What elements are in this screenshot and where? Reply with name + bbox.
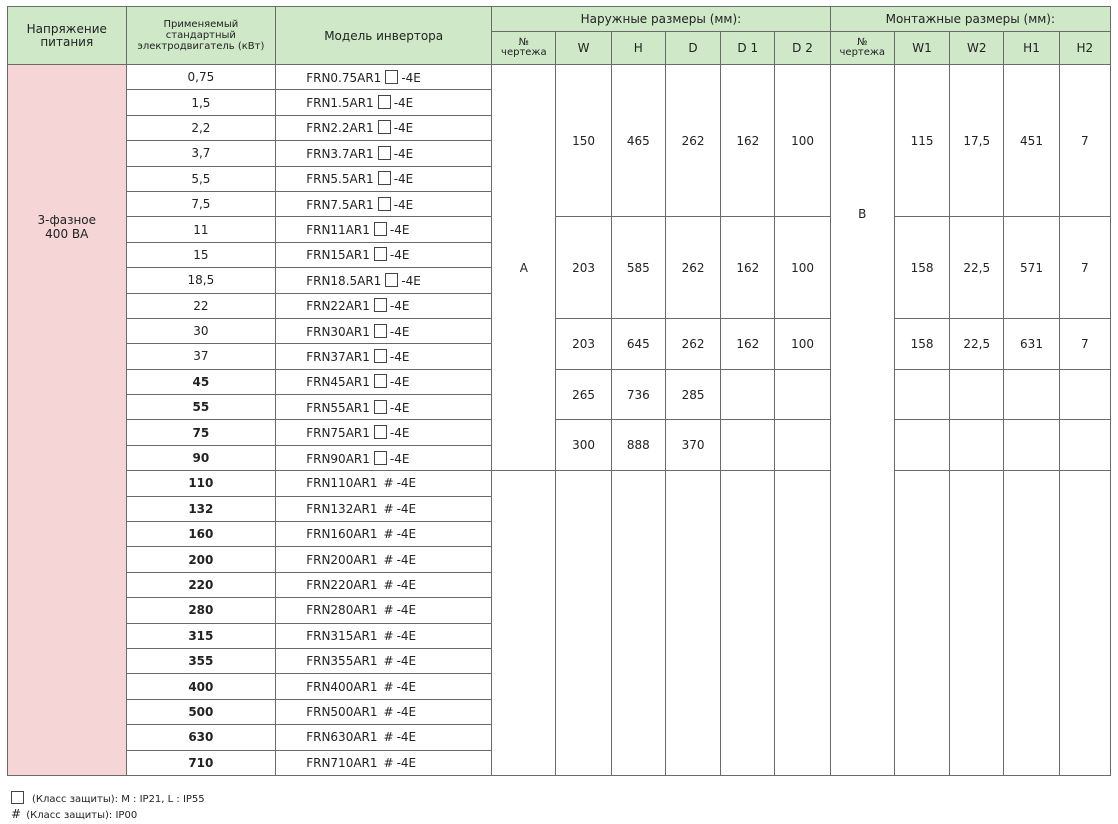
- dim-d2: 100: [775, 318, 830, 369]
- model-suffix: -4E: [396, 704, 417, 719]
- model-code: FRN2.2AR1: [306, 121, 374, 136]
- dim-h2: [1059, 369, 1110, 420]
- model-code: FRN37AR1: [306, 349, 370, 364]
- enclosure-class-hash: #: [383, 654, 394, 669]
- model-code: FRN75AR1: [306, 426, 370, 441]
- inverter-model-cell: [276, 369, 492, 394]
- motor-power-cell: 30: [126, 318, 276, 343]
- drawing-no-mounting: B: [830, 65, 894, 776]
- motor-power-cell: 110: [126, 471, 276, 496]
- inverter-model-cell: [276, 90, 492, 115]
- enclosure-class-hash: #: [383, 552, 394, 567]
- model-code: FRN110AR1: [306, 476, 378, 491]
- model-suffix: -4E: [393, 197, 414, 212]
- dim-h: 645: [611, 318, 665, 369]
- table-row: [8, 65, 1111, 90]
- model-code: FRN630AR1: [306, 730, 378, 745]
- enclosure-class-box-icon: [374, 400, 387, 414]
- model-suffix: -4E: [396, 552, 417, 567]
- model-suffix: -4E: [401, 70, 421, 85]
- motor-power-cell: 132: [126, 496, 276, 521]
- motor-power-cell: 22: [126, 293, 276, 318]
- dim-d1: [721, 369, 775, 420]
- table-row: [8, 420, 1111, 445]
- motor-power-cell: 280: [126, 598, 276, 623]
- header-D1: D 1: [721, 32, 775, 65]
- model-suffix: -4E: [389, 349, 410, 364]
- model-code: FRN18.5AR1: [306, 273, 382, 288]
- motor-power-cell: 2,2: [126, 115, 276, 140]
- empty-box-icon: [11, 791, 24, 804]
- model-suffix: -4E: [389, 248, 410, 263]
- motor-power-cell: 1,5: [126, 90, 276, 115]
- header-H2: H2: [1059, 32, 1110, 65]
- dim-d: 370: [665, 420, 720, 471]
- model-code: FRN160AR1: [306, 527, 378, 542]
- inverter-model-cell: [276, 648, 492, 673]
- enclosure-class-box-icon: [374, 298, 387, 312]
- dim-w2: [950, 369, 1004, 420]
- inverter-model-cell: [276, 496, 492, 521]
- motor-power-cell: 7,5: [126, 191, 276, 216]
- inverter-model-cell: [276, 65, 492, 90]
- enclosure-class-box-icon: [378, 146, 391, 160]
- header-voltage: Напряжение питания: [8, 7, 127, 65]
- model-code: FRN500AR1: [306, 704, 378, 719]
- dim-w: 300: [556, 420, 611, 471]
- model-suffix: -4E: [396, 654, 417, 669]
- enclosure-class-hash: #: [383, 578, 394, 592]
- dim-h1: [1004, 471, 1059, 776]
- model-code: FRN11AR1: [306, 223, 370, 238]
- table-body: [8, 65, 1111, 776]
- model-suffix: -4E: [396, 755, 417, 770]
- inverter-model-cell: [276, 217, 492, 242]
- dim-h1: 631: [1004, 318, 1059, 369]
- model-code: FRN400AR1: [306, 679, 378, 694]
- model-code: FRN5.5AR1: [306, 172, 374, 187]
- header-W1: W1: [894, 32, 949, 65]
- inverter-model-cell: [276, 242, 492, 267]
- table-row: [8, 471, 1111, 496]
- drawing-no-external-empty: [492, 471, 556, 776]
- header-mounting-dimensions: Монтажные размеры (мм):: [830, 7, 1110, 32]
- dim-w1: [894, 369, 949, 420]
- inverter-model-cell: [276, 293, 492, 318]
- model-suffix: -4E: [396, 628, 417, 643]
- model-code: FRN280AR1: [306, 603, 378, 618]
- model-suffix: -4E: [389, 400, 410, 415]
- dim-w: 265: [556, 369, 611, 420]
- model-code: FRN315AR1: [306, 628, 378, 643]
- dim-w: 203: [556, 318, 611, 369]
- dim-d1: [721, 420, 775, 471]
- dim-w2: 22,5: [950, 318, 1004, 369]
- header-drawing-no-external: № чертежа: [492, 32, 556, 65]
- inverter-model-cell: [276, 699, 492, 724]
- model-code: FRN15AR1: [306, 248, 370, 263]
- model-suffix: -4E: [393, 121, 414, 136]
- model-code: FRN55AR1: [306, 400, 370, 415]
- motor-power-cell: 15: [126, 242, 276, 267]
- inverter-model-cell: [276, 598, 492, 623]
- footnotes: [11, 791, 205, 823]
- enclosure-class-hash: #: [383, 730, 394, 745]
- dim-w1: [894, 420, 949, 471]
- inverter-model-cell: [276, 420, 492, 445]
- motor-power-cell: 37: [126, 344, 276, 369]
- model-suffix: -4E: [389, 426, 410, 441]
- enclosure-class-box-icon: [385, 273, 398, 287]
- inverter-model-cell: [276, 318, 492, 343]
- inverter-model-cell: [276, 115, 492, 140]
- dim-d: 262: [665, 65, 720, 217]
- dimensions-table: [7, 6, 1111, 776]
- model-suffix: -4E: [389, 299, 410, 314]
- dim-h1: 571: [1004, 217, 1059, 319]
- model-suffix: -4E: [396, 603, 417, 618]
- inverter-model-cell: [276, 623, 492, 648]
- model-suffix: -4E: [393, 146, 414, 161]
- enclosure-class-box-icon: [378, 95, 391, 109]
- dim-d1: 162: [721, 65, 775, 217]
- dim-h1: 451: [1004, 65, 1059, 217]
- inverter-model-cell: [276, 471, 492, 496]
- motor-power-cell: 355: [126, 648, 276, 673]
- enclosure-class-box-icon: [374, 349, 387, 363]
- enclosure-class-box-icon: [374, 451, 387, 465]
- model-suffix: -4E: [396, 730, 417, 745]
- enclosure-class-box-icon: [374, 222, 387, 236]
- dim-d2: [775, 420, 830, 471]
- dim-d: 262: [665, 318, 720, 369]
- enclosure-class-hash: #: [383, 704, 394, 719]
- header-H: H: [611, 32, 665, 65]
- motor-power-cell: 200: [126, 547, 276, 572]
- model-code: FRN1.5AR1: [306, 96, 374, 111]
- motor-power-cell: 18,5: [126, 268, 276, 293]
- dim-h2: 7: [1059, 217, 1110, 319]
- motor-power-cell: 75: [126, 420, 276, 445]
- dim-h: 736: [611, 369, 665, 420]
- motor-power-cell: 0,75: [126, 65, 276, 90]
- motor-power-cell: 160: [126, 522, 276, 547]
- enclosure-class-box-icon: [374, 374, 387, 388]
- inverter-model-cell: [276, 572, 492, 597]
- inverter-model-cell: [276, 141, 492, 166]
- inverter-model-cell: [276, 445, 492, 470]
- table-row: [8, 369, 1111, 394]
- enclosure-class-hash: #: [383, 603, 394, 618]
- model-code: FRN355AR1: [306, 654, 378, 669]
- model-suffix: -4E: [396, 476, 417, 491]
- header-inverter-model: Модель инвертора: [276, 7, 492, 65]
- motor-power-cell: 400: [126, 674, 276, 699]
- model-code: FRN30AR1: [306, 324, 370, 339]
- dim-d2: 100: [775, 217, 830, 319]
- enclosure-class-hash: #: [383, 527, 394, 542]
- enclosure-class-box-icon: [378, 171, 391, 185]
- model-suffix: -4E: [389, 223, 410, 238]
- dim-h2: 7: [1059, 318, 1110, 369]
- dim-w: 150: [556, 65, 611, 217]
- table-row: [8, 217, 1111, 242]
- model-code: FRN200AR1: [306, 552, 378, 567]
- dim-w: [556, 471, 611, 776]
- dim-h1: [1004, 420, 1059, 471]
- header-D2: D 2: [775, 32, 830, 65]
- model-suffix: -4E: [396, 679, 417, 694]
- header-external-dimensions: Наружные размеры (мм):: [492, 7, 830, 32]
- inverter-model-cell: [276, 166, 492, 191]
- inverter-model-cell: [276, 750, 492, 775]
- dim-w2: [950, 420, 1004, 471]
- model-suffix: -4E: [389, 324, 410, 339]
- model-suffix: -4E: [396, 578, 417, 592]
- motor-power-cell: 5,5: [126, 166, 276, 191]
- enclosure-class-box-icon: [378, 120, 391, 134]
- enclosure-class-box-icon: [385, 70, 398, 84]
- table-row: [8, 318, 1111, 343]
- header-W: W: [556, 32, 611, 65]
- motor-power-cell: 90: [126, 445, 276, 470]
- dim-h: 888: [611, 420, 665, 471]
- model-code: FRN90AR1: [306, 451, 370, 466]
- enclosure-class-hash: #: [383, 628, 394, 643]
- header-H1: H1: [1004, 32, 1059, 65]
- motor-power-cell: 3,7: [126, 141, 276, 166]
- enclosure-class-hash: #: [383, 476, 394, 491]
- dim-w: 203: [556, 217, 611, 319]
- dim-d: 262: [665, 217, 720, 319]
- model-code: FRN45AR1: [306, 375, 370, 390]
- dim-w2: [950, 471, 1004, 776]
- motor-power-cell: 220: [126, 572, 276, 597]
- enclosure-class-hash: #: [383, 755, 394, 770]
- model-code: FRN220AR1: [306, 578, 378, 592]
- enclosure-class-box-icon: [374, 425, 387, 439]
- dim-d2: [775, 369, 830, 420]
- enclosure-class-box-icon: [378, 197, 391, 211]
- inverter-model-cell: [276, 191, 492, 216]
- inverter-model-cell: [276, 344, 492, 369]
- motor-power-cell: 315: [126, 623, 276, 648]
- motor-power-cell: 500: [126, 699, 276, 724]
- voltage-cell: [8, 65, 127, 776]
- inverter-model-cell: [276, 395, 492, 420]
- dim-h: [611, 471, 665, 776]
- inverter-model-cell: [276, 522, 492, 547]
- enclosure-class-hash: #: [383, 501, 394, 516]
- motor-power-cell: 45: [126, 369, 276, 394]
- dim-d1: 162: [721, 217, 775, 319]
- dim-h: 465: [611, 65, 665, 217]
- dim-h2: [1059, 471, 1110, 776]
- dim-h2: 7: [1059, 65, 1110, 217]
- dim-w2: 22,5: [950, 217, 1004, 319]
- header-W2: W2: [950, 32, 1004, 65]
- dim-d: [665, 471, 720, 776]
- dim-d: 285: [665, 369, 720, 420]
- model-suffix: -4E: [401, 273, 421, 288]
- dim-d1: [721, 471, 775, 776]
- voltage-line-2: 400 ВА: [45, 227, 89, 241]
- model-suffix: -4E: [396, 501, 417, 516]
- inverter-model-cell: [276, 674, 492, 699]
- footnote-box: (Класс защиты): M : IP21, L : IP55: [11, 791, 205, 807]
- model-suffix: -4E: [396, 527, 417, 542]
- header-motor-power: Применяемый стандартный электродвигатель (кВт): [126, 7, 276, 65]
- model-code: FRN7.5AR1: [306, 197, 374, 212]
- inverter-model-cell: [276, 725, 492, 750]
- dim-w1: 115: [894, 65, 949, 217]
- model-suffix: -4E: [389, 451, 410, 466]
- motor-power-cell: 11: [126, 217, 276, 242]
- model-code: FRN132AR1: [306, 501, 378, 516]
- footnote-hash: # (Класс защиты): IP00: [11, 807, 138, 821]
- model-code: FRN710AR1: [306, 755, 378, 770]
- dim-h2: [1059, 420, 1110, 471]
- motor-power-cell: 630: [126, 725, 276, 750]
- dim-w1: 158: [894, 217, 949, 319]
- enclosure-class-box-icon: [374, 324, 387, 338]
- enclosure-class-hash: #: [383, 679, 394, 694]
- motor-power-cell: 55: [126, 395, 276, 420]
- model-code: FRN0.75AR1: [306, 70, 382, 85]
- model-code: FRN3.7AR1: [306, 146, 374, 161]
- dim-w2: 17,5: [950, 65, 1004, 217]
- dim-w1: [894, 471, 949, 776]
- header-drawing-no-mounting: № чертежа: [830, 32, 894, 65]
- dim-w1: 158: [894, 318, 949, 369]
- dim-h: 585: [611, 217, 665, 319]
- inverter-model-cell: [276, 268, 492, 293]
- dim-d1: 162: [721, 318, 775, 369]
- dim-h1: [1004, 369, 1059, 420]
- header-D: D: [665, 32, 720, 65]
- enclosure-class-box-icon: [374, 247, 387, 261]
- model-suffix: -4E: [389, 375, 410, 390]
- dim-d2: 100: [775, 65, 830, 217]
- voltage-line-1: 3-фазное: [37, 213, 97, 227]
- drawing-no-external: A: [492, 65, 556, 471]
- model-suffix: -4E: [393, 172, 414, 187]
- model-suffix: -4E: [393, 96, 414, 111]
- inverter-model-cell: [276, 547, 492, 572]
- motor-power-cell: 710: [126, 750, 276, 775]
- model-code: FRN22AR1: [306, 299, 370, 314]
- dim-d2: [775, 471, 830, 776]
